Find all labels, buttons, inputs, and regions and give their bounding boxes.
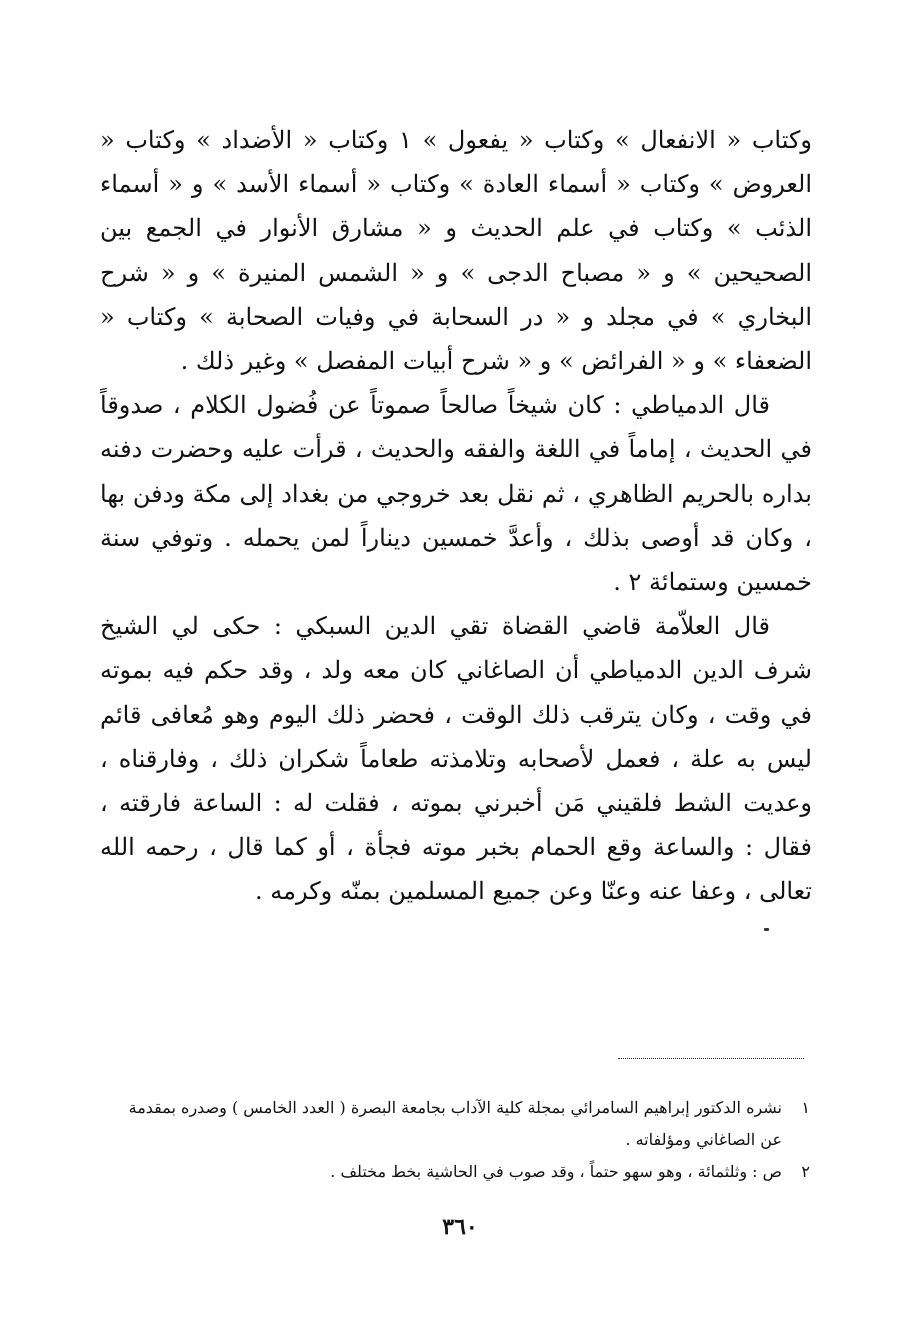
paragraph-subki-story: قال العلاّمة قاضي القضاة تقي الدين السبكي : حكى لي الشيخ شرف الدين الدمياطي أن الصاغاني كان معه ولد ، وقد حكم فيه بموته في وقت ، وكان يترقب ذلك الوقت ، فحضر ذلك اليوم وهو مُعافى قائم ليس به علة ، فعمل لأصحابه وتلامذته طعاماً شكران ذلك ، وفارقناه ، وعديت الشط فلقيني مَن أخبرني بموته ، فقلت له : الساعة فارقته ، فقال : والساعة وقع الحمام بخبر موته فجأة ، أو كما قال ، رحمه الله تعالى ، وعفا عنه وعنّا وعن جميع المسلمين بمنّه وكرمه . [100, 612, 812, 906]
main-text [100, 118, 812, 914]
footnote-number: ١ [801, 1098, 810, 1117]
footnote-text: ص : وثلثمائة ، وهو سهو حتماً ، وقد صوب في الحاشية بخط مختلف . [330, 1162, 782, 1181]
footnote-2 [110, 1156, 810, 1188]
print-speck [764, 928, 769, 931]
footnote-separator [618, 1058, 804, 1059]
footnote-text: نشره الدكتور إبراهيم السامرائي بمجلة كلية الآداب بجامعة البصرة ( العدد الخامس ) وصدره بمقدمة عن الصاغاني ومؤلفاته . [128, 1098, 782, 1149]
paragraph-book-list: وكتاب « الانفعال » وكتاب « يفعول » ١ وكتاب « الأضداد » وكتاب « العروض » وكتاب « أسماء العادة » وكتاب « أسماء الأسد » و « أسماء الذئب » وكتاب في علم الحديث و « مشارق الأنوار في الجمع بين الصحيحين » و « مصباح الدجى » و « الشمس المنيرة » و « شرح البخاري » في مجلد و « در السحابة في وفيات الصحابة » وكتاب « الضعفاء » و « الفرائض » و « شرح أبيات المفصل » وغير ذلك . [100, 126, 812, 376]
paragraph-dimyati-quote: قال الدمياطي : كان شيخاً صالحاً صموتاً عن فُضول الكلام ، صدوقاً في الحديث ، إماماً في اللغة والفقه والحديث ، قرأت عليه وحضرت دفنه بداره بالحريم الظاهري ، ثم نقل بعد خروجي من بغداد إلى مكة ودفن بها ، وكان قد أوصى بذلك ، وأعدَّ خمسين ديناراً لمن يحمله . وتوفي سنة خمسين وستمائة ٢ . [100, 391, 812, 597]
footnote-1 [110, 1092, 810, 1156]
page-number: ٣٦٠ [442, 1214, 478, 1240]
footnotes [110, 1092, 810, 1188]
footnote-number: ٢ [801, 1162, 810, 1181]
